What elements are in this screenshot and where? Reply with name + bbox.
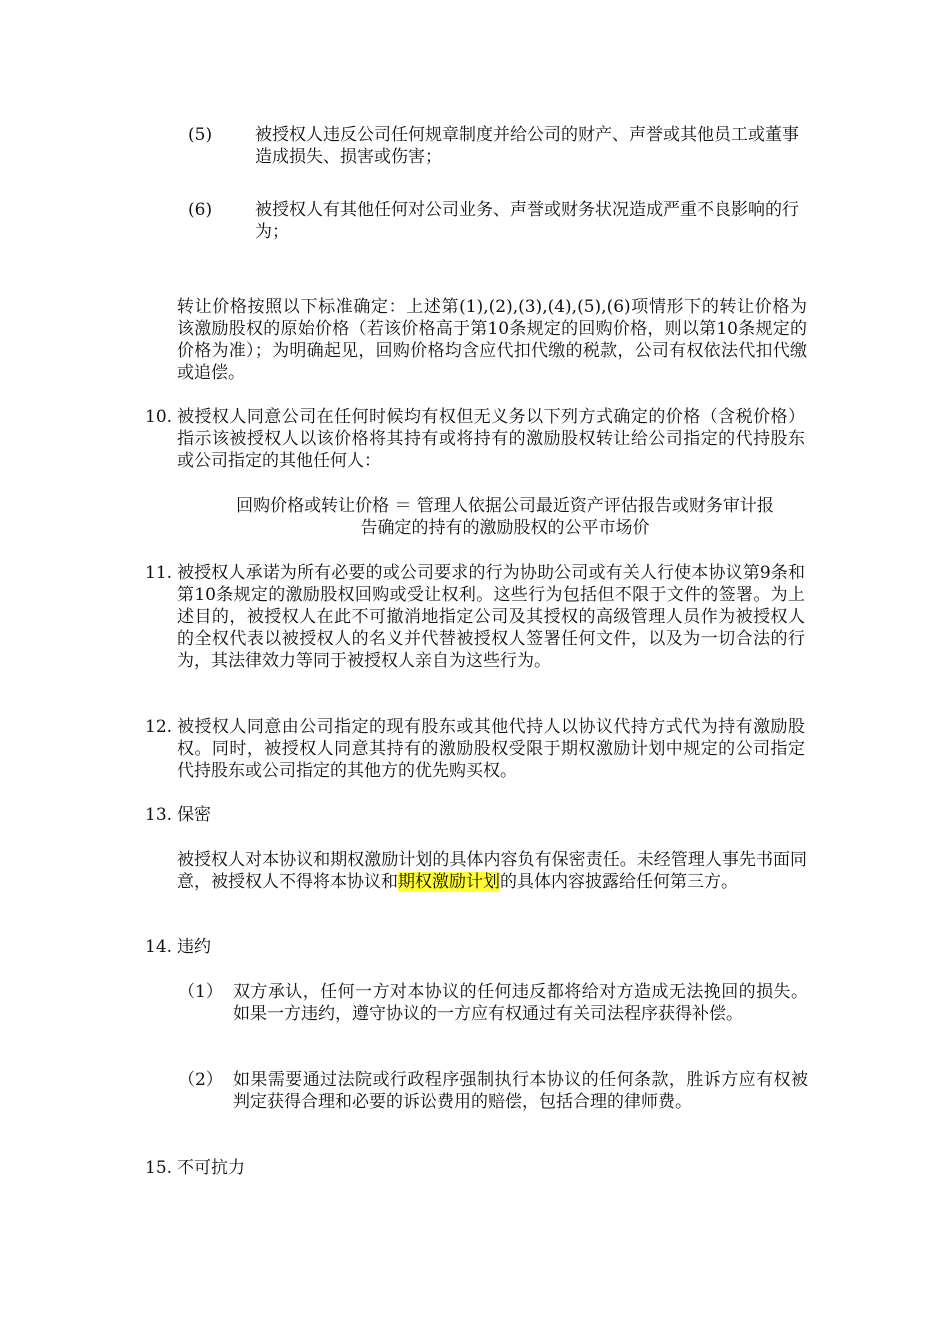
clause-number: 13. xyxy=(145,805,173,825)
formula-line-2: 告确定的持有的激励股权的公平市场价 xyxy=(360,518,650,538)
clause-number: 12. xyxy=(145,717,173,737)
clause-title: 违约 xyxy=(177,937,211,957)
clause-text: 被授权人同意公司在任何时候均有权但无义务以下列方式确定的价格（含税价格）指示该被授权人以该价格将其持有或将持有的激励股权转让给公司指定的代持股东或公司指定的其他任何人： xyxy=(177,407,805,471)
subitem-text: 双方承认，任何一方对本协议的任何违反都将给对方造成无法挽回的损失。如果一方违约，遵守协议的一方应有权通过有关司法程序获得补偿。 xyxy=(233,982,808,1024)
highlighted-text: 期权激励计划 xyxy=(398,872,500,892)
subitem-text: 被授权人违反公司任何规章制度并给公司的财产、声誉或其他员工或董事造成损失、损害或伤害； xyxy=(255,125,799,167)
clause-number: 10. xyxy=(145,407,173,427)
clause-number: 11. xyxy=(145,563,173,583)
subitem-number: (6) xyxy=(188,200,213,220)
clause-text: 被授权人承诺为所有必要的或公司要求的行为协助公司或有关人行使本协议第9条和第10条规定的激励股权回购或受让权利。这些行为包括但不限于文件的签署。为上述目的，被授权人在此不可撤消地指定公司及其授权的高级管理人员作为被授权人的全权代表以被授权人的名义并代替被授权人签署任何文件，以及为一切合法的行为，其法律效力等同于被授权人亲自为这些行为。 xyxy=(177,563,805,671)
price-formula xyxy=(200,495,810,539)
subitem-number: （2） xyxy=(178,1070,223,1090)
subitem-number: （1） xyxy=(178,982,223,1002)
confidentiality-paragraph xyxy=(177,849,807,893)
formula-line-1: 回购价格或转让价格 ＝ 管理人依据公司最近资产评估报告或财务审计报 xyxy=(236,496,774,516)
confidentiality-text-end: 的具体内容披露给任何第三方。 xyxy=(500,872,738,892)
subitem-text: 如果需要通过法院或行政程序强制执行本协议的任何条款，胜诉方应有权被判定获得合理和必要的诉讼费用的赔偿，包括合理的律师费。 xyxy=(233,1070,808,1112)
clause-number: 15. xyxy=(145,1158,173,1178)
clause-text: 被授权人同意由公司指定的现有股东或其他代持人以协议代持方式代为持有激励股权。同时，被授权人同意其持有的激励股权受限于期权激励计划中规定的公司指定代持股东或公司指定的其他方的优先购买权。 xyxy=(177,717,805,781)
confidentiality-text: 被授权人对本协议和期权激励计划的具体内容负有保密责任。未经管理人事先书面同意，被授权人不得将本协议和 xyxy=(177,850,807,892)
transfer-price-paragraph: 转让价格按照以下标准确定：上述第(1),(2),(3),(4),(5),(6)项情形下的转让价格为该激励股权的原始价格（若该价格高于第10条规定的回购价格，则以第10条规定的价格为准）；为明确起见，回购价格均含应代扣代缴的税款，公司有权依法代扣代缴或追偿。 xyxy=(177,297,807,383)
clause-title: 不可抗力 xyxy=(177,1158,245,1178)
clause-number: 14. xyxy=(145,937,173,957)
clause-title: 保密 xyxy=(177,805,211,825)
subitem-text: 被授权人有其他任何对公司业务、声誉或财务状况造成严重不良影响的行为； xyxy=(255,200,799,242)
subitem-number: (5) xyxy=(188,125,213,145)
